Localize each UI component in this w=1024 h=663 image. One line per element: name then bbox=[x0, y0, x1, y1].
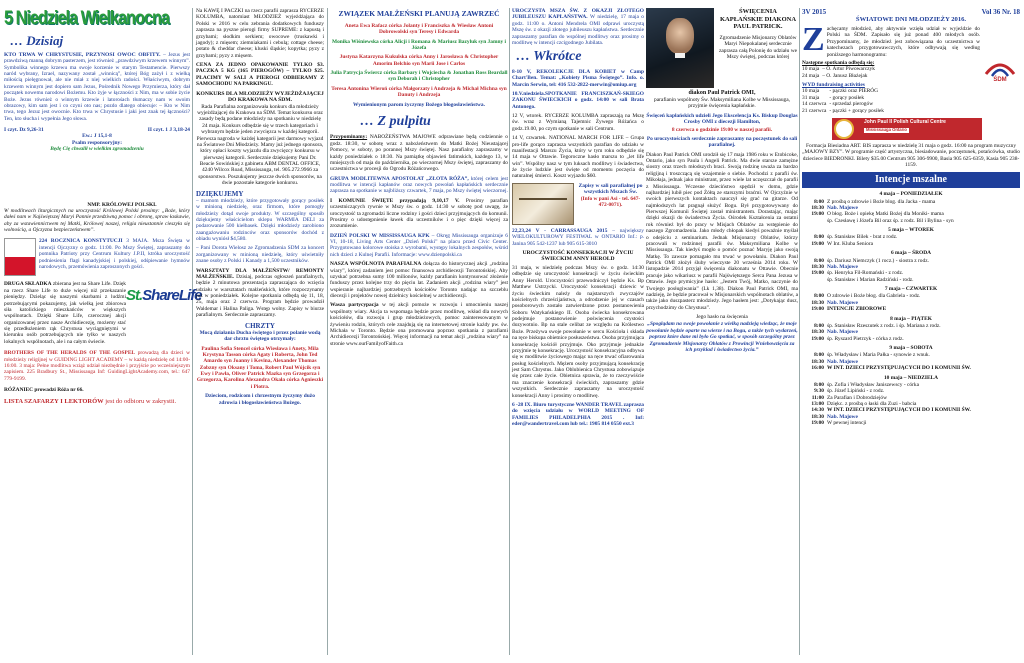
row-text: - pączki + gorący posiłek bbox=[829, 107, 884, 114]
mass-text: W INT. DZIECI PRZYSTĘPUJĄCYCH DO I KOMUNII ŚW. bbox=[827, 365, 971, 372]
mass-time: 14:30 bbox=[811, 407, 824, 414]
article-body: W modlitwach liturgicznych na uroczystość Królowej Polski prosimy: „Boże, który dałeś nam w Najświętszej Maryi Pannie przedziwną pomoc i obronę, spraw łaskawie, aby za wstawiennictwem tej Matki, Królowej naszej, religia nieustannie cieszyła się wolnością, a Ojczyzna bezpieczeństwem”. bbox=[4, 207, 190, 234]
article-title: KONKURS DLA MŁODZIEŻY WYJEŻDŻAJĄCEJ DO KRAKOWA NA ŚDM. bbox=[196, 90, 324, 104]
article-jubileusz: W niedzielę, 17 maja o godz. 11:00 o. Antoni Mendrela OMI odprawi uroczystą Mszę św. z okazji złotego jubileuszu kapłaństwa. Serdecznie zapraszamy parafian do wspólnej modlitwy oraz prosimy o modlitwę w intencji czcigodnego Jubilata. bbox=[512, 14, 644, 46]
mass-time: 18:30 bbox=[811, 263, 824, 270]
mass-time: 18:30 bbox=[811, 204, 824, 211]
formacja-note: Formacja Biesiadna ART. BIS zaprasza w niedzielę 31 maja o godz. 16:00 na program muzyczny „MAJOWY BZY”. W programie część artystyczna, biesiadowanie, poczęstunek, potańcówka, studio dzieciece BIEDRONKI. Bilety $35.00 Centrum 905 306-9900, Basia 905 625-6359, Kasia 905 238-1159. bbox=[802, 142, 1020, 169]
article-title: I KOMUNIE ŚWIĘTE przypadają 9,10,17 V. bbox=[330, 197, 460, 204]
flag-image bbox=[4, 238, 36, 276]
wedding-wish: Wymienionym parom życzymy Bożego błogosławieństwa. bbox=[353, 101, 485, 108]
event-spotkanie: 10.V.niedziela.SPOTKANIE FRANCISZKAŃ-SKIEGO ZAKONU ŚWIECKICH o godz. 14:00 w sali Brata Antonego. bbox=[512, 90, 644, 110]
couple: Aneta Ewa Rafacz córka Jolanty i Franciszka & Wiesław Antoni Dobrowolski syn Teresy i Edwarda bbox=[344, 22, 494, 36]
article-dzien-polski: – Okręg Mississauga organizuje 6 VI, 10-18, Living Arts Center „Dzień Polski” na placu przed Civic Center. Przygotowano kolorowe stoiska z wyrobami, występy lokalnych zespołów, wśród nich dzieci z Kulnej Parafii. Informacje: www.dzienpolski.ca bbox=[330, 232, 508, 258]
ticket-caption-info: (Info w pani Asi - tel. 647-472-0071). bbox=[580, 195, 641, 208]
article-dziekujemy: – mamom młodzieży, które przygotowały gorący posiłek w minioną niedzielę, oraz firmom, które pomogły młodzieży dotąd swoje produkty. W szczególny sposób dziękujemy właścicielom sklepu WARMIA DELI za podarowanie 500 kiełbasek. Dzięki młodzieży zarobiono zaangażowaniu rodzinców oraz sponsorów dochód z obiadu wyniósł $4,580. bbox=[196, 197, 324, 243]
article-title: UROCZYSTOŚĆ KONSEKRACJI W ŻYCIU ŚWIECKIM ANNY HEROLD bbox=[522, 249, 634, 263]
event-pielgrzymka: 6 -28 IX. Biuro turystyczne WANDER TRAVEL zaprasza do wzięcia udziału w WORLD MEETING OF FAMILIES PHILADELPHIA 2015 . Inf: eder@wandertravel.com lub tel.: 1905 814 0550 ext.3 bbox=[512, 401, 644, 428]
reading-2: II czyt. 1 J 3,18-24 bbox=[147, 127, 190, 134]
row-text: – O. Janusz Błażejak bbox=[822, 72, 868, 79]
column-6 bbox=[802, 8, 1020, 657]
mass-time: 19:00 bbox=[811, 240, 824, 247]
article-dziekujemy-2: – Pani Dorota Wielosz ze Zgromadzenia SDM za koncert zorganizowany w minioną niedzielę, który uświetniły znane osoby z Polski i Kanady a 1,500 uczestników. bbox=[196, 245, 324, 265]
mass-text: Nab. Majowe bbox=[827, 299, 858, 306]
mass-text: śp. Henryka Fil-Romański - z rodz. bbox=[827, 270, 904, 277]
section-z-pulpitu: … Z pulpitu bbox=[360, 113, 431, 129]
article-title: CHRZTY bbox=[245, 321, 275, 330]
table-row bbox=[802, 73, 878, 79]
ceremony-who: Święceń kapłańskich udzieli Jego Ekscelencja Ks. Biskup Douglas Crosby OMI z diecezji Hamilton, bbox=[646, 112, 798, 126]
jp-centre-banner bbox=[832, 118, 982, 140]
chrzty-end: Dzieciom, rodzicom i chrzestnym życzymy dużo zdrowia i błogosławieństwa Bożego. bbox=[205, 393, 315, 406]
sharelife-logo: St.ShareLife bbox=[126, 287, 202, 305]
deacon-parish: parafianin wspólnoty Św. Maksymiliana Kolbe w Mississauga, przyjmie święcenia kapłańskie. bbox=[654, 97, 790, 110]
deacon-photo bbox=[646, 8, 714, 88]
article-title: NMP. KRÓLOWEJ POLSKI. bbox=[87, 201, 157, 208]
mass-time: 16:00 bbox=[811, 365, 824, 372]
mass-time: 9:30 bbox=[814, 388, 824, 395]
march-for-life-image bbox=[512, 183, 574, 225]
article-body: jest do odbioru w zakrystii. bbox=[105, 398, 177, 406]
article-title: DZIĘKUJEMY bbox=[196, 189, 244, 198]
article-nmp bbox=[4, 202, 190, 234]
mass-text: W Int. Kluba Seniora bbox=[827, 240, 874, 247]
article-title: LISTA SZAFARZY I LEKTORÓW bbox=[4, 398, 104, 406]
mass-text: śp. Czesławę i Józefa Bil oraz śp. z rodz. Bil i Bylina - syn bbox=[827, 217, 954, 224]
couple: Julia Patrycja Świercz córka Barbary i Wojciecha & Jonathan Ross Beardall syn Deborah i Christopher bbox=[330, 70, 508, 83]
article-lista bbox=[4, 398, 190, 406]
event-march-for-life: 14 V, czwartek. NATIONAL MARCH FOR LIFE – Grupa pro-life gorąco zaprasza wszystkich parafian do udziału w manifestacji Marszu Życia, który w tym roku odbędzie się 14 maja w Ottawie. Tegoroczne hasło marszu to „let life win”. Wspólny nasz w tym luksach modlitwy i świadectwa, że życie ludzkie jest święte od momentu poczęcia do naturalnej śmierci. Koszt wyjazdu $60. bbox=[512, 135, 644, 180]
column-4 bbox=[512, 8, 644, 657]
article-body: 3 MAJA. Msza Święta w intencji Ojczyzny o godz. 11:00. Po Mszy Świętej, zapraszamy do pomnika Patrioty przy Centrum Kultury J.P.II, ktróka uroczystość podniesienia flagi kanadyjskiej i polskiej, odśpiewanie hymnów narodowych, przemówienia zaproszonych gości. bbox=[39, 238, 190, 270]
mass-text: Nab. Majowe bbox=[827, 329, 858, 336]
row-date: 24 maja bbox=[802, 72, 820, 79]
article-druga-skladka bbox=[4, 281, 202, 345]
mass-time: 8:00 bbox=[814, 198, 824, 205]
psalm-label: Psalm responsoryjny: bbox=[71, 139, 123, 146]
article-kawe: Na KAWĘ I PACZKI na rzecz parafii zaprasza RYCERZE KOLUMBA, natomiast MŁODZIEŻ wyjeżdżająca do Polski w 2016 w celu zebrania dodatkowych funduszy zaprasza na pyszne pierogi firmy SUPREME: z kapustą i grzybami; słodkim serkiem; owocowe (truskawki i jagody); z mięsem; ziemniakami i cebulą; cottage cheese; potato & cheddar cheese; kluski śląskie; kopytka; pyzy z grzybami; pyzy z mięsem. bbox=[196, 8, 324, 59]
article-cena: CENA ZA JEDNO OPAKOWANIE TYLKO $3. PACZKA 5 KG (165 PIEROGÓW) – TYLKO $25. PŁACIMY W SALI A PIEROGI ODBIERAMY Z SAMOCHODU NA PARKINGU. bbox=[196, 62, 324, 88]
wyd-title: ŚWIATOWE DNI MŁODZIEŻY 2016. bbox=[855, 16, 967, 24]
mass-time: 8:00 bbox=[814, 257, 824, 264]
mass-intention bbox=[802, 420, 1020, 426]
article-wasza: w tej akcji pomoże w rozwoju i umocnieniu naszej wspólnoty wiary. Akcja ta wspomaga będzie przez modlitwę, wkład dla nowych kościołów, dla rozwoju i grup młodzieżowych, pomoc zainteresowanym w żywieniu rodzin, których cele znajdują się na internetowej stronie każdy pw. św. Michała w Toronto. Będzie ona promowana poprzez spotkania z parafiami Archidiecezji Torontońskiej. Więcej informacji na temat akcji „rodzina wiary” na stronie www.ourFamilyofFaith.ca bbox=[330, 302, 509, 347]
article-title: ŚWIĘCENIA KAPŁAŃSKIE DIAKONA PAUL PATRICK. bbox=[719, 8, 797, 31]
table-row bbox=[802, 88, 887, 94]
mass-time bbox=[802, 218, 824, 224]
mass-text: śp. Józef Lipiński - z rodz. bbox=[827, 388, 885, 395]
couple: Monika Wiśniewska córka Alicji i Romana & Mariusz Bazyluk syn Jamny i Józefa bbox=[332, 38, 506, 51]
mass-time: 18:30 bbox=[811, 329, 824, 336]
deacon-biography: Diakon Paul Patrick OMI urodził się 17 maja 1986 roku w Etobicoke, Ontario, jako syn Paula i Angeli Patrick. Ma dwie starsze zamężne siostry oraz trzech młodszych braci. Swoją rodzinę uważa za bardzo religijną i troszczącą się wzajemnie o siebie. Pochodzi z parafii św. Mikołaja, jednak jako ministrant, przez wiele lat uczęszczał do parafii z Mississauga. Wczesne dzieciństwo spędził w domu, gdzie najbardziej lubił piec pod Żółtą ze starszymi braćmi. W Ojczyźnie w swoich pierwszych kontaktach nauczył się grać na gitarze. Od najmłodszych lat pragnął służyć Bogu. Był przygotowywany do Pierwszej Komunii Świętej został ministrantem. Dorastając, mając dzięki okazji do świadectwa Życia. Ośrodek Kształcenia za ostatni rok również był do pracy w Misjach Oblatów za wstępienie do naszego Zgromadzenia. Jako młody chłopak kiedyś poważnie myślał o odejściu z seminarium. Jednak Misjonarzy Oblatów, którzy pracowali w rodzinnej parafii św. Maksymiliana Kolbe w Mississauga. Tak kiedyś mogło o pomóc poznać Maryję jako swoją Matkę. To zawsze pomagało mu trwać w powołaniu. Diakon Paul Patrick OMI złożył śluby wieczyste 20 września 2014 roku. W listopadzie 2014 przyjął święcenia diakonatu w Ottawie. Obecnie pracuje jako wikariusz w parafii Najświętszego Serca Pana Jezusa w Ottawie. Jego prymicyjne hasło: „Jestem Twój, Matko, naczynie do Twojego posługiwania” (Lk 1,38). Diakon Paul Patrick OMI, ma nadzieję, że będzie pracował w Misjonarskich wspólnotach oblatów, a także jako duszpasterz młodzieży. Jego hasłem jest: „Dotykając dusz, przychodzimy do Chrystusa”. bbox=[646, 151, 798, 311]
mass-intention bbox=[802, 336, 1020, 342]
article-title: ZWIĄZEK MAŁŻEŃSKI PLANUJĄ ZAWRZEĆ bbox=[338, 9, 500, 18]
mass-time bbox=[802, 277, 824, 283]
wyd-next-label: Następne spotkania odbędą się: bbox=[802, 59, 875, 66]
mass-day: 7 maja – CZWARTEK bbox=[884, 286, 938, 293]
wyd-dates-table bbox=[802, 66, 878, 79]
column-divider bbox=[799, 8, 800, 655]
column-divider bbox=[192, 8, 193, 655]
couple: Justyna Katarzyna Kukulska córka Anny i Jarosława & Christopher Amorim Belchio syn Marii Jose i Carlos bbox=[339, 54, 499, 67]
article-title: KTO TRWA W CHRYSTUSIE, PRZYNOSI OWOC OBFITY. bbox=[4, 51, 161, 58]
mass-text: W pewnej intencji bbox=[827, 420, 867, 427]
article-body: zbierana jest na Share Life. Dzięk na rzecz Share Life to duże więcej niż przekazanie pieniędzy. Dzieląc się naszymi skarbami z ludźmi potrzebującymi pokazujemy, jak wielką jest zbiorowa siła katolickiego mieszkańców w większych wspólnotach. Dzięki Share Life, czerocznej akcji organizowanej przez nasze Archidiecezję, możemy stać się przedłużeniem rąk Chrystusa wyciągniętymi w kierunku osób potrzebujących nie tylko w naszych lokalnych wspólnotach, ale i na całym świecie. bbox=[4, 281, 126, 345]
article-brothers bbox=[4, 350, 190, 382]
article-rocznica bbox=[4, 238, 190, 276]
mass-time: 8:00 bbox=[814, 234, 824, 241]
row-date: 10 maja bbox=[802, 66, 820, 73]
deacon-name: diakon Paul Patrick OMI, bbox=[688, 90, 756, 96]
mass-text: śp. Stanisław Rzeszutek z rodz. i śp. Mariana z rodz. bbox=[827, 322, 941, 329]
chrzty-names: Paulina Sofia Stencel córka Wiesława i Anety, Mila Krystyna Tasson córka Agaty i Roberta, John Ted Amardo syn Joanny i Kevina, Alexander Thomas Zobzny syn Oksany i Toma, Robert Paul Wójcik syn Ewy i Pawła, Oliver Patrick Mazka syn Grzegorza i Grzegorza, Karolina Alexandra Okała córka Agnieszki i Piotra. bbox=[196, 345, 324, 390]
mass-intention bbox=[802, 241, 1020, 247]
article-body: prowadzą dla dzieci w młodzieży religijnej w GUIDING LIGHT ACADEMY – w każdą niedzielę od 14:00-16:00. 3 maja: Pełne modlitwa wziąż udział niezbędnie i przyjście po wcześniejszym zapisiem. 225 Bradbury St., Mississauga Inf: GuidingLightAcademy.com, tel.: 647 779-9199. bbox=[4, 350, 190, 382]
article-title: Wasza partycypacja bbox=[330, 302, 379, 309]
section-dzisiaj: … Dzisiaj bbox=[10, 33, 64, 49]
jp-centre-sub: Mississauga Ontario bbox=[866, 126, 907, 132]
mass-text: INTENCJE ZBIOROWE bbox=[827, 306, 887, 313]
wyd-body: achęcamy młodzież, aby aktywnie wzięła udział w wyjeździe do Polski na ŚDM. Zapisało się już ponad 400 młodych osób. Przypominamy, że młodzież jest zobowiązana do uczestnictwa w katechezach przygotowawczych, które odbywają się według poniższego harmonogramu: bbox=[826, 26, 980, 58]
ticket-caption: Zapisy w sali parafialnej po wszystkich Mszach Św. bbox=[578, 182, 643, 196]
row-date: 14 czerwca bbox=[802, 101, 827, 108]
issue-date: 3V 2015 bbox=[802, 8, 827, 16]
column-3 bbox=[330, 8, 508, 657]
article-kto-trwa bbox=[4, 52, 190, 122]
reading-1: I czyt. Dz 9,26-31 bbox=[4, 127, 44, 134]
quote-intro: Jego hasło na święcenia bbox=[696, 314, 748, 321]
mass-intention bbox=[802, 218, 1020, 224]
column-5 bbox=[646, 8, 798, 657]
table-row bbox=[802, 108, 887, 114]
article-title: Przypominamy: bbox=[330, 134, 368, 141]
mass-text: śp. Dariusz Niemczyk (1 rocz.) - siostra z rodz. bbox=[827, 257, 929, 264]
issue-volume: Vol 36 Nr. 18 bbox=[981, 8, 1020, 16]
article-title: 224 ROCZNICA KONSTYTUCJI bbox=[39, 238, 123, 245]
mass-day: 6 maja – ŚRODA bbox=[891, 250, 931, 257]
mass-text: Nab. Majowe bbox=[827, 358, 858, 365]
couple: Teresa Antonina Wieroń córka Małgorzaty i Andrzeja & Michał Michna syn Danuty i Andrzeja bbox=[331, 85, 507, 99]
column-divider bbox=[327, 8, 328, 655]
row-text: - sprzedaż pierogów bbox=[829, 101, 874, 108]
mass-text: śp. Władysław i Maria Pałka - synowie z wnuk. bbox=[827, 352, 930, 359]
mass-time: 19:00 bbox=[811, 306, 824, 313]
article-konsekracja: 31 maja, w niedzielę podczas Mszy św. o godz. 14:30 odbędzie się uroczystość konsekracji w życiu świeckim Anny Herold. Uroczystości przewodniczył będzie Ks. Bp Matthew Ustrzycki. Uroczystość konsekracji dziewic w życiu świeckim należy do najstarszych zwyczajów kościelnych chrześcijaństwa, a odrodzenie jej w czasach posoborowych zostało zatwierdzone przez postanowienia Soboru Watykańskiego II. Osoba świecka konsekrowana podejmuje postanowienie poświęcenia czystości dozywotnio. Bp na stale celibat ze względu na Królestwo Boże. Przeżywa swoje powołanie w sercu Kościoła i składa na ręce biskupa obietnice posłuszeństwa. Osoba przyjmująca konsekrację kościół przyjmuje. Oko przyjmuje jednakże przyjmie tę konsekrację. Uroczystość konsekracyjna odbywa się w modlitwie życiowego mając na ręce trwać ofiarowania posług kościelnych. Mężem osoby przyjmującą konsekrację jest Sam Chrystus. Jako Oblubienica Chrystusa zobowiązuje się przez całe życie. Obietnica sprawia, że to rzeczywiście ma znaczenie konsekracji świeckich, zapraszamy gdzie wszystkich. Serdecznie zapraszamy na uroczystość konsekracji Anny i prosimy o modlitwę. bbox=[512, 265, 644, 399]
deacon-quote: „Spoglądam na swoje powołanie z wielką nadzieją wiedząc, że moje powołanie będzie oparte na wierze i na Bogu, a także tych wydarzeń, poprzez które dane mi było Go spotkać, w sposób szczególny przez Zgromadzenie Misjonarzy Oblatów z Prowincji Wniebowzięcia za ich przykład i świadectwo życia.” bbox=[646, 321, 798, 353]
jp-centre-seal bbox=[834, 119, 854, 139]
article-title: GRUPA MODLITEWNA APOSTOŁAT „ZŁOTA RÓŻA”, bbox=[330, 175, 469, 182]
article-title: DRUGA SKŁADKA bbox=[4, 281, 52, 288]
row-text: - pączki oraz PIERÓG bbox=[829, 88, 879, 95]
mass-day: 4 maja – PONIEDZIAŁEK bbox=[879, 191, 943, 198]
mass-day: 5 maja – WTOREK bbox=[888, 227, 934, 234]
mass-time: 13:00 bbox=[811, 401, 824, 408]
table-row bbox=[802, 66, 878, 72]
row-date: 21 czerwca bbox=[802, 107, 827, 114]
ceremony-when: 8 czerwca o godzinie 19:00 w naszej parafii. bbox=[671, 126, 773, 133]
mass-text: Za Parafian i Dobrodziejów bbox=[827, 394, 888, 401]
rozaniec-note: RÓŻANIEC prowadzi Róża nr 66. bbox=[4, 387, 84, 394]
mass-time: 8:00 bbox=[814, 381, 824, 388]
mass-day: 9 maja – SOBOTA bbox=[889, 345, 933, 352]
chrzty-intro: Mocą działania Ducha świętego i przez polanie wodą dar chrztu świętego otrzymały: bbox=[199, 329, 321, 343]
article-warsztaty: Dzisiaj, podczas ogłoszeń parafialnych, będzie 2 minutowa prezentacja zapraszająca do wzięcia udziału w warsztatach małżeńskich, które rozpoczynamy już w poniedziałek. Kolejne spotkania odbędą się 11, 18, 25, maja oraz 2 czerwca. Program będzie prowadził Waldemar i Halina Paliga. Wstęp wolny. Zapisy w biurze parafialnym. Serdecznie zapraszamy. bbox=[196, 273, 324, 319]
article-body: – Jezus jest prawdziwą manną dobrym pasterzem, jest również „prawdziwym krzewem winnym”. Symbolika winnego krzewu ma swoje korzenie w starym Testamencie. Pierwszy naród wybrany, Izrael, nazywany został „winnicą”, której Bóg zażył i z wielką miłością pielęgnował, ale nie miał z niej wielkich radości. Właściwym, dobrym krzewem winnym jest dopiero sam Jezus, Pośrednik Nowego Przymierza, który dał początek nowemu narodowi Bożemu. Kto żyje w łączności z Nim, ma w sobie życie Boże. Jezus również o winnym krzewie i latorośach tłumaczy nam w swoim obrazowy, kim sam jest i co czyni oto nas; pozdo dlatego obiecuje: – Kto w Nim trwa, tego Jezuz jest owocnie. Kto trwa w Chrystusie i jaki jest znak tej łączności? Ten, kto słucha i wypełnia Jego słowa. bbox=[4, 51, 190, 122]
mass-time: 18:30 bbox=[811, 299, 824, 306]
readings bbox=[4, 127, 190, 153]
mass-time: 8:00 bbox=[814, 352, 824, 359]
mass-time: 18:30 bbox=[811, 413, 824, 420]
mass-intention bbox=[802, 277, 1020, 283]
mass-text: Nab. Majowe bbox=[827, 263, 858, 270]
row-text: - gorący posiłek bbox=[829, 94, 865, 101]
row-date: 31 maja bbox=[802, 94, 820, 101]
mass-text: Z prośbą o zdrowie i Boże blog. dla Jacka - mama bbox=[827, 198, 936, 205]
article-przypominamy: NABOŻEŃSTWA MAJOWE odprawiane będą codziennie o godz. 18:30, w sobotę wraz z nabożeństwem do Matki Bożej Nieustającej Pomocy, w soboty, po porannej Mszy świętej. Nasz parafialny zapraszamy w każdy poniedziałek o 18:30. Na pamiątkę objawień fatimskich, każdego 13, w mniejszych od maja do października, po wieczornej Mszy świętej, zapraszamy do uczestnictwa w procesji do Ogrodu Różańcowego. bbox=[330, 134, 508, 173]
mass-text: Nab. Majowe bbox=[827, 413, 858, 420]
march-for-life-block bbox=[512, 183, 644, 225]
svg-text:ŚDM: ŚDM bbox=[993, 77, 1007, 83]
column-divider bbox=[509, 8, 510, 655]
intencje-title: Intencje mszalne bbox=[802, 172, 1020, 188]
mass-time: 19:00 bbox=[811, 270, 824, 277]
column-2 bbox=[196, 8, 324, 657]
mass-text: O błog. Boże i opiekę Matki Bożej dla Moniki- mama bbox=[827, 211, 944, 218]
psalm-text: Będę Cię chwalił w wielkim zgromadzeniu bbox=[50, 146, 144, 153]
article-swiecenia-body: Zgromadzenie Misjonarzy Oblatów Maryi Niepokalanej serdecznie zaprasza całą Polonię do udziału we Mszy świętej, podczas której bbox=[719, 34, 797, 61]
mass-intention bbox=[802, 306, 1020, 312]
article-grupa: której celem jest modlitwa w intencji kapłanów oraz nowych powołań kapłańskich serdecznie zaprasza na spotkanie w najbliższy czwartek, 7 maja, po Mszy świętej wieczornej. bbox=[330, 175, 509, 195]
event-carrassauga: – największy WIELOKULTUROWY FESTIWAL w ONTARIO Inf.: p. Janina 905 542-1237 lub 905 615-3010 bbox=[512, 227, 644, 247]
mass-time: 11:00 bbox=[811, 394, 824, 401]
section-wkrotce: … Wkrótce bbox=[516, 49, 582, 65]
article-title: NASZA WSPÓLNOTA PARAFIALNA bbox=[330, 261, 422, 268]
mass-time: 19:00 bbox=[811, 335, 824, 342]
mass-time: 19:00 bbox=[811, 420, 824, 427]
mass-text: śp. Stanisław Bilek - brat z rodz. bbox=[827, 234, 898, 241]
drop-cap: Z bbox=[802, 21, 825, 59]
fundraising-title: WYD fundraising activities bbox=[802, 82, 865, 89]
article-title: UROCZYSTA MSZA ŚW. Z OKAZJI ZŁOTEGO JUBILEUSZU KAPŁAŃSTWA. bbox=[512, 8, 644, 21]
mass-time: 8:00 bbox=[814, 293, 824, 300]
article-title: DZIEŃ POLSKI W MISSISSAUGA KPK bbox=[330, 232, 430, 239]
mass-text: W INT. DZIECI PRZYSTĘPUJĄCYCH DO I KOMUNII ŚW. bbox=[827, 407, 971, 414]
article-title: WARSZTATY DLA MAŁŻEŃSTW/ REMONTY MAŁŻEŃSKIE. bbox=[196, 267, 324, 280]
mass-text: Nab. Majowe bbox=[827, 204, 858, 211]
article-konkurs: Rada Parafialna zorganizowała konkurs dla młodzieży wyjeżdżającej do Krakowa na ŚDM. Temat konkursu oraz zasady będą podane młodzieży na spotkaniu w niedzielę 24 maja. Konkurs odbędzie się w trzech kategoriach i wybranym będzie jeden zwycięzca w każdej kategorii. Pierwsza nagroda w każdej kategorii jest darmowy wyjazd na Światowe Dni Młodzieży. Mamy już jednego sponsora, który opłaci koszty wyjazdu dla zwycięzcy konkursu w pierwszej kategorii. Serdecznie dziękujemy Pani Dr. Beacie Sowińskiej z gabinetu ABM DENTAL OFFICE, 4240 Wilcox Road, Mississauga, tel. 905.272.9966 za sponsorstwo. Poszukujemy jeszcze dwóch sponsorów, na dwie pozostałe kategorie konkursu. bbox=[196, 103, 324, 187]
bulletin-masthead: 5 Niedziela Wielkanocna bbox=[4, 8, 170, 29]
article-title: 22,23,24 V - CARRASSAUGA 2015 bbox=[512, 227, 608, 234]
mass-intentions bbox=[802, 191, 1020, 426]
event-rekolekcje: 8-10 V, REKOLEKCJE DLA KOBIET w Camp Chart'Ben. Temat: „Kobiety Pisma Świętego”. Info. o. Marcin Serwin, tel: 416 532-2822-merwin@omiup.org bbox=[512, 68, 644, 88]
jp-centre-name: John Paul II Polish Cultural Centre bbox=[864, 118, 946, 125]
column-1 bbox=[4, 8, 202, 657]
fundraising-table bbox=[802, 88, 887, 114]
mass-text: O zdrowie i Boże błog. dla Gabriela - rodz. bbox=[827, 293, 921, 300]
issue-header bbox=[802, 8, 1020, 16]
event-rycerze: 12 V, wtorek. RYCERZE KOLUMBA zapraszają na Mszę św. wraz z Wymianą Tajemnic Żywego Różańca o godz.19.00, po czym spotkanie w sali Centrum. bbox=[512, 113, 644, 132]
ceremony-invite: Po uroczystościach serdecznie zapraszamy na poczęstunek do sali parafialnej. bbox=[646, 135, 798, 149]
row-text: – O. Artur Piwowarczyk bbox=[822, 66, 875, 73]
mass-intention bbox=[802, 365, 1020, 371]
article-nasza-wspolnota: dołącza do historycznej akcji „rodzina wiary”, której zadaniem jest pomoc finansowa archidiecezji Torontońskiej. Aby uzyskać potrzebna sumy 100 milionów, każdy parafianin kontynuować złożenie funduszy przez kolejne trzy do pięciu lat. Zadaniem akcji „rodzina wiary” jest wspieranie najbardziej potrzebnych kościołów Toronto nadając na szczeblu diecezji i projektów nowej dzielnicy kościelnej w archidiecezji. bbox=[330, 261, 508, 300]
mass-time: 18:30 bbox=[811, 358, 824, 365]
mass-text: śp. Zofia i Władysław Janiszewscy - córka bbox=[827, 381, 919, 388]
sdm-logo-icon bbox=[982, 52, 1018, 82]
mass-time: 8:00 bbox=[814, 322, 824, 329]
gospel: Ew.: J 15,1-8 bbox=[82, 133, 112, 140]
mass-text: Dziękc. z prośbą o łaski dla Zuzi - babcia bbox=[827, 401, 917, 408]
mass-text: śp. Stanisław i Marian Radziński - rodz. bbox=[827, 276, 914, 283]
mass-day: 8 maja – PIĄTEK bbox=[890, 315, 932, 322]
mass-time: 19:00 bbox=[811, 211, 824, 218]
mass-text: śp. Ryszard Pietrzyk - córka z rodz. bbox=[827, 335, 904, 342]
article-komunie: Prosimy parafian uczestniczących rywnie w Mszy św. o godz. 14:30 w sobotę pod uwagę, że uroczystość ta zgromadzi liczne rodziny i gości dzieci przyjmujących do komunii. Prosimy o udostępnienie ławek dla uczestników i o pięc dzięki więcej za zrozumienie. bbox=[330, 197, 508, 230]
mass-day: 10 maja – NIEDZIELA bbox=[883, 374, 939, 381]
row-date: 10 maja bbox=[802, 88, 820, 95]
article-title: BROTHERS OF THE HERALDS OF THE GOSPEL bbox=[4, 350, 136, 357]
